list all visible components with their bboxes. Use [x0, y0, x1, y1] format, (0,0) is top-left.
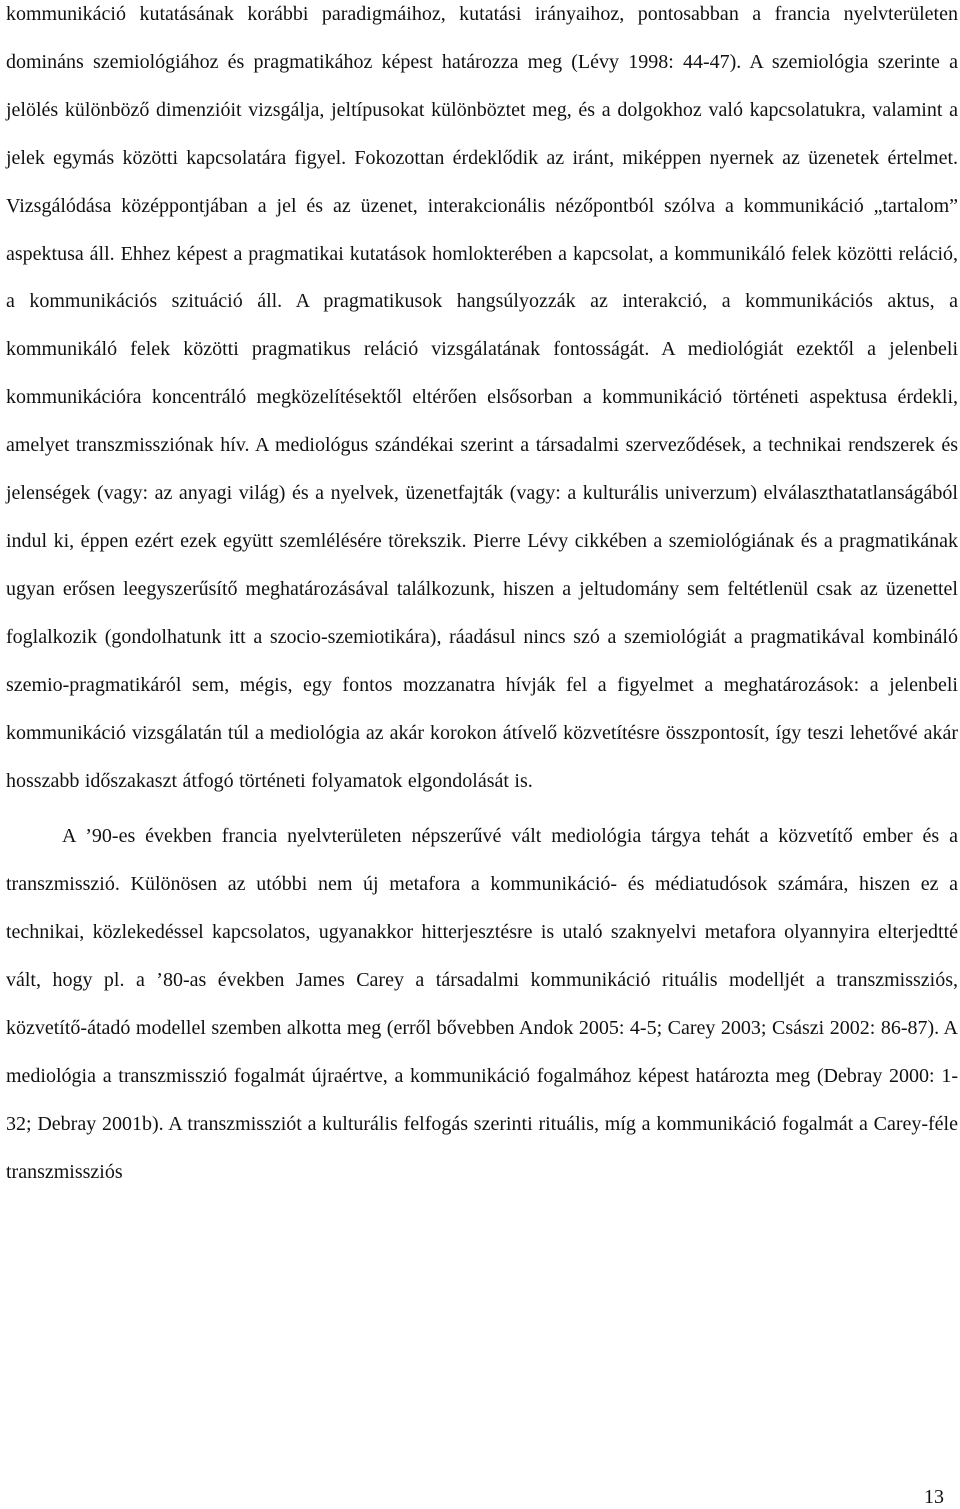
page-number: 13 [924, 1486, 944, 1508]
document-page [6, 0, 958, 1197]
body-paragraph-2: A ’90-es években francia nyelvterületen népszerűvé vált mediológia tárgya tehát a közvetítő ember és a transzmisszió. Különösen az utóbbi nem új metafora a kommunikáció- és médiatudósok számára, hiszen ez a technikai, közlekedéssel kapcsolatos, ugyanakkor hitterjesztésre is utaló szaknyelvi metafora olyannyira elterjedtté vált, hogy pl. a ’80-as években James Carey a társadalmi kommunikáció rituális modelljét a transzmissziós, közvetítő-átadó modellel szemben alkotta meg (erről bővebben Andok 2005: 4-5; Carey 2003; Császi 2002: 86-87). A mediológia a transzmisszió fogalmát újraértve, a kommunikáció fogalmához képest határozta meg (Debray 2000: 1-32; Debray 2001b). A transzmissziót a kulturális felfogás szerinti rituális, míg a kommunikáció fogalmát a Carey-féle transzmissziós [6, 825, 958, 1183]
body-paragraph-1: kommunikáció kutatásának korábbi paradigmáihoz, kutatási irányaihoz, pontosabban a francia nyelvterületen domináns szemiológiához és pragmatikához képest határozza meg (Lévy 1998: 44-47). A szemiológia szerinte a jelölés különböző dimenzióit vizsgálja, jeltípusokat különböztet meg, és a dolgokhoz való kapcsolatukra, valamint a jelek egymás közötti kapcsolatára figyel. Fokozottan érdeklődik az iránt, miképpen nyernek az üzenetek értelmet. Vizsgálódása középpontjában a jel és az üzenet, interakcionális nézőpontból szólva a kommunikáció „tartalom” aspektusa áll. Ehhez képest a pragmatikai kutatások homlokterében a kapcsolat, a kommunikáló felek közötti reláció, a kommunikációs szituáció áll. A pragmatikusok hangsúlyozzák az interakció, a kommunikációs aktus, a kommunikáló felek közötti pragmatikus reláció vizsgálatának fontosságát. A mediológiát ezektől a jelenbeli kommunikációra koncentráló megközelítésektől eltérően elsősorban a kommunikáció történeti aspektusa érdekli, amelyet transzmissziónak hív. A mediológus szándékai szerint a társadalmi szerveződések, a technikai rendszerek és jelenségek (vagy: az anyagi világ) és a nyelvek, üzenetfajták (vagy: a kulturális univerzum) elválaszthatatlanságából indul ki, éppen ezért ezek együtt szemlélésére törekszik. Pierre Lévy cikkében a szemiológiának és a pragmatikának ugyan erősen leegyszerűsítő meghatározásával találkozunk, hiszen a jeltudomány sem feltétlenül csak az üzenettel foglalkozik (gondolhatunk itt a szocio-szemiotikára), ráadásul nincs szó a szemiológiát a pragmatikával kombináló szemio-pragmatikáról sem, mégis, egy fontos mozzanatra hívják fel a figyelmet a meghatározások: a jelenbeli kommunikáció vizsgálatán túl a mediológia az akár korokon átívelő közvetítésre összpontosít, így teszi lehetővé akár hosszabb időszakaszt átfogó történeti folyamatok elgondolását is. [6, 3, 958, 792]
